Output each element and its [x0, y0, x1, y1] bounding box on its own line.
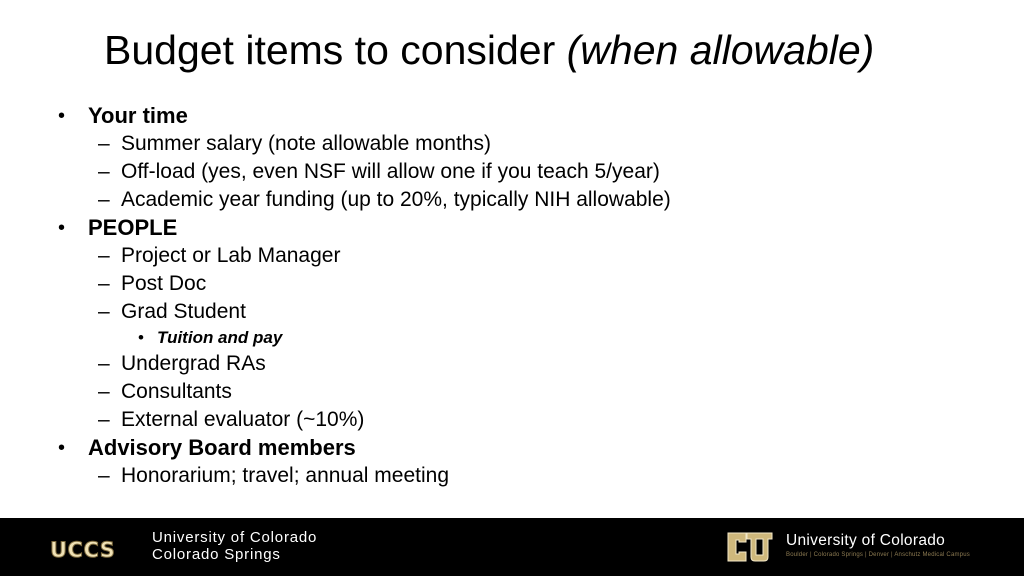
- bullet-marker: •: [58, 437, 66, 459]
- uccs-wordmark: [152, 529, 317, 563]
- cu-logo-icon: [725, 527, 775, 567]
- cu-wordmark: [786, 532, 970, 560]
- sub-sub-bullet-label: Tuition and pay: [157, 328, 283, 347]
- dash-marker: –: [98, 408, 110, 431]
- sub-bullet: [58, 270, 958, 298]
- bullet-label: Advisory Board members: [88, 435, 356, 460]
- uccs-line2: Colorado Springs: [152, 546, 281, 563]
- sub-bullet-label: Academic year funding (up to 20%, typically NIH allowable): [121, 188, 671, 211]
- bullet-list: [58, 102, 958, 490]
- footer-bar: [0, 518, 1024, 576]
- dash-marker: –: [98, 300, 110, 323]
- sub-bullet: [58, 186, 958, 214]
- bullet-your-time: [58, 102, 958, 130]
- sub-bullet-label: Summer salary (note allowable months): [121, 132, 491, 155]
- title-italic: (when allowable): [566, 27, 875, 73]
- dash-marker: –: [98, 244, 110, 267]
- sub-bullet: [58, 298, 958, 326]
- bullet-label: Your time: [88, 103, 188, 128]
- dash-marker: –: [98, 188, 110, 211]
- sub-bullet-label: External evaluator (~10%): [121, 408, 365, 431]
- sub-bullet-label: Consultants: [121, 380, 232, 403]
- sub-bullet: [58, 406, 958, 434]
- bullet-marker: •: [58, 217, 66, 239]
- slide-title: [104, 24, 874, 76]
- title-main: Budget items to consider: [104, 27, 556, 73]
- sub-bullet: [58, 158, 958, 186]
- bullet-advisory-board: [58, 434, 958, 462]
- sub-sub-bullet: [58, 326, 958, 350]
- sub-bullet: [58, 242, 958, 270]
- sub-bullet-label: Project or Lab Manager: [121, 244, 341, 267]
- sub-bullet: [58, 378, 958, 406]
- dash-marker: –: [98, 380, 110, 403]
- sub-bullet-label: Honorarium; travel; annual meeting: [121, 464, 450, 487]
- bullet-label: PEOPLE: [88, 215, 178, 240]
- bullet-people: [58, 214, 958, 242]
- dash-marker: –: [98, 272, 110, 295]
- sub-bullet-label: Off-load (yes, even NSF will allow one if you teach 5/year): [121, 160, 660, 183]
- sub-bullet-label: Undergrad RAs: [121, 352, 266, 375]
- uccs-line1: University of Colorado: [152, 529, 318, 546]
- dash-marker: –: [98, 464, 110, 487]
- dash-marker: –: [98, 160, 110, 183]
- sub-bullet: [58, 350, 958, 378]
- uccs-logo: UCCS: [50, 538, 116, 562]
- sub-bullet: [58, 462, 958, 490]
- cu-campuses: Boulder | Colorado Springs | Denver | Anschutz Medical Campus: [786, 552, 970, 558]
- dash-marker: –: [98, 132, 110, 155]
- bullet-marker: •: [138, 328, 144, 347]
- sub-bullet: [58, 130, 958, 158]
- sub-bullet-label: Grad Student: [121, 300, 246, 323]
- sub-bullet-label: Post Doc: [121, 272, 207, 295]
- dash-marker: –: [98, 352, 110, 375]
- bullet-marker: •: [58, 105, 66, 127]
- cu-name: University of Colorado: [786, 532, 946, 549]
